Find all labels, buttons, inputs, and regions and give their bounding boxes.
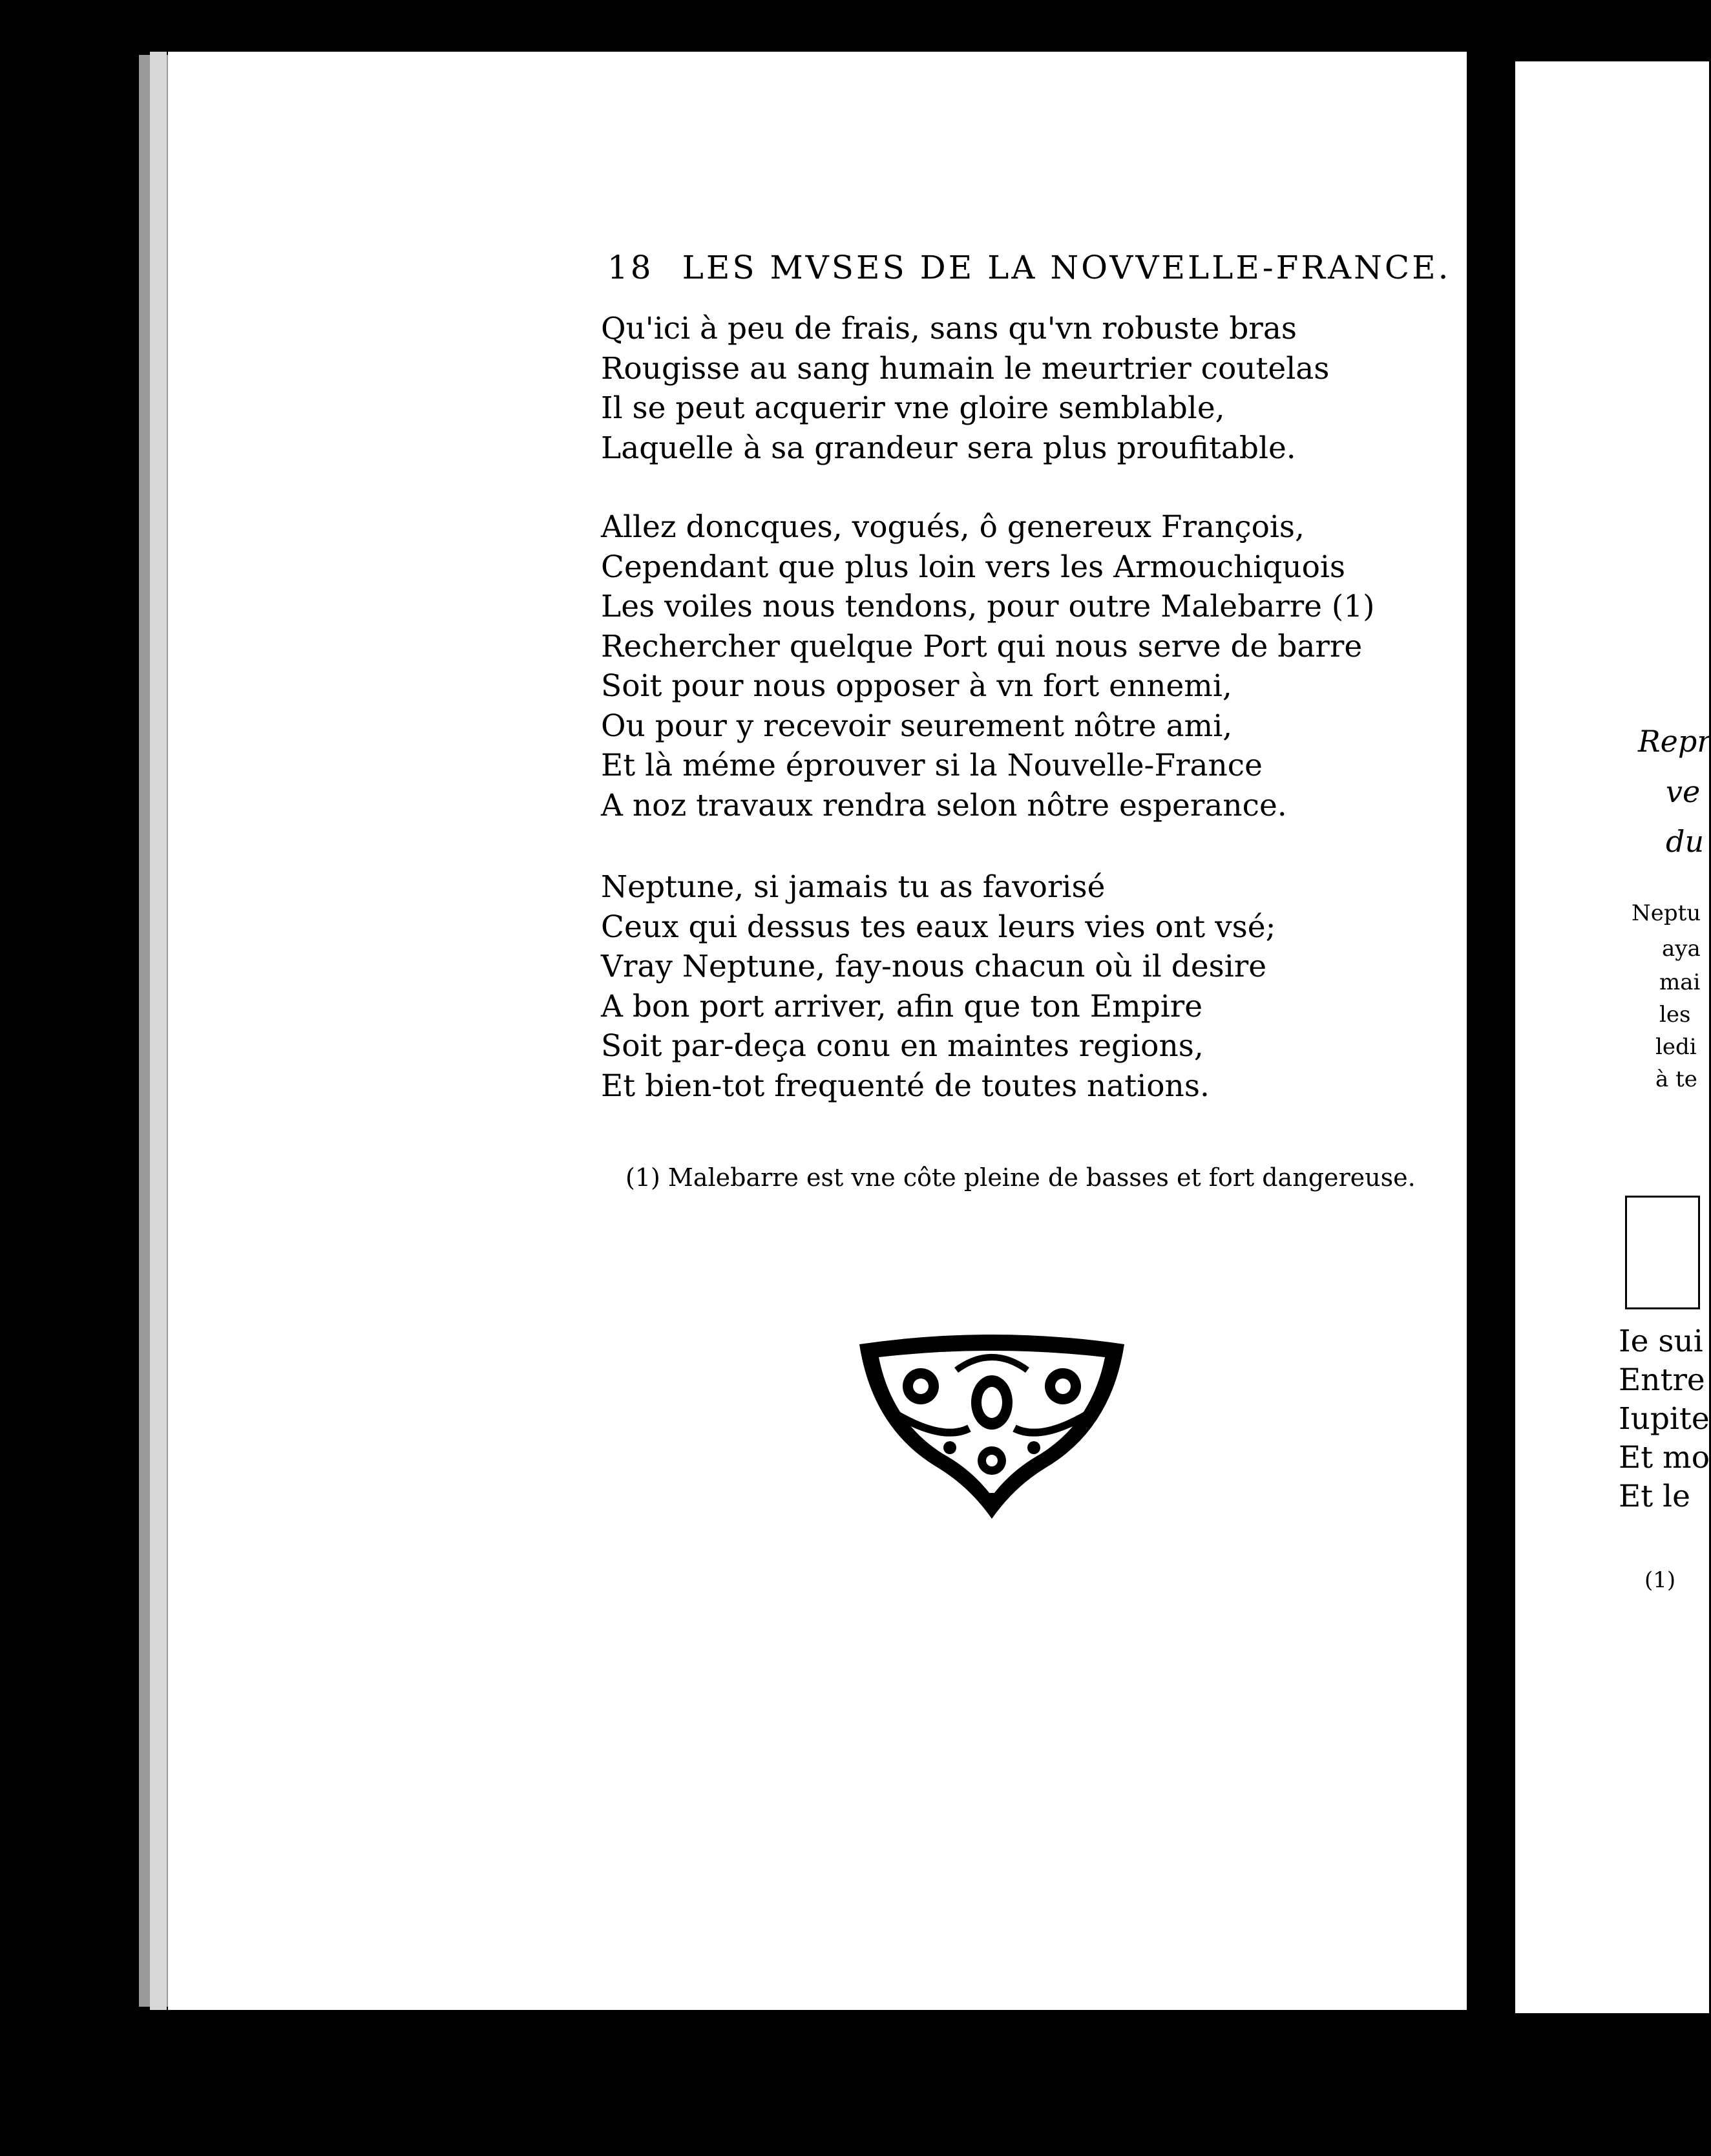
right-footnote: (1) [1644,1567,1676,1593]
stanza-1 [601,309,1329,468]
verse-line: Laquelle à sa grandeur sera plus proufitable. [601,430,1296,466]
verse-line: Qu'ici à peu de frais, sans qu'vn robuste bras [601,311,1297,346]
right-body-line: Et le [1619,1479,1690,1514]
verse-line: Et là méme éprouver si la Nouvelle-France [601,748,1263,783]
right-small-line: mai [1659,969,1701,995]
verse-line: Ou pour y recevoir seurement nôtre ami, [601,708,1233,744]
right-body-line: Ie sui [1619,1324,1703,1359]
verse-line: Et bien-tot frequenté de toutes nations. [601,1068,1210,1104]
right-small-line: ledi [1655,1034,1697,1060]
running-head [607,249,1451,286]
verse-line: Neptune, si jamais tu as favorisé [601,869,1106,905]
verse-line: Soit pour nous opposer à vn fort ennemi, [601,668,1232,704]
verse-line: A noz travaux rendra selon nôtre esperance. [601,787,1287,823]
right-body-line: Entre [1619,1362,1705,1398]
right-small-line: aya [1662,936,1701,962]
right-body-line: Et mo [1619,1440,1710,1475]
footnote: (1) Malebarre est vne côte pleine de basses et fort dangereuse. [625,1163,1416,1192]
verse-line: A bon port arriver, afin que ton Empire [601,988,1203,1024]
verse-line: Rougisse au sang humain le meurtrier coutelas [601,350,1330,386]
drop-cap-ornament [1625,1196,1700,1309]
verse-line: Vray Neptune, fay-nous chacun où il desire [601,949,1267,984]
verse-line: Soit par-deça conu en maintes regions, [601,1028,1204,1064]
verse-line: Il se peut acquerir vne gloire semblable, [601,390,1225,426]
right-heading-line: Repr [1638,724,1711,759]
verse-line: Les voiles nous tendons, pour outre Malebarre (1) [601,589,1375,624]
right-small-line: les [1659,1002,1691,1028]
right-heading-line: ve [1666,774,1701,809]
page-number: 18 [607,249,654,286]
verse-line: Allez doncques, vogués, ô genereux François, [601,509,1305,545]
page-edge [150,52,167,2010]
stanza-2 [601,507,1375,825]
right-heading-line: du [1666,824,1705,859]
verse-line: Cependant que plus loin vers les Armouchiquois [601,549,1346,585]
right-body-line: Iupite [1619,1401,1710,1437]
right-small-line: à te [1655,1066,1697,1092]
ornament-vignette [853,1331,1131,1525]
verse-line: Ceux qui dessus tes eaux leurs vies ont vsé; [601,909,1276,945]
running-title: LES MVSES DE LA NOVVELLE-FRANCE. [682,249,1451,286]
right-small-line: Neptu [1632,900,1701,926]
stanza-3 [601,867,1275,1106]
verse-line: Rechercher quelque Port qui nous serve de barre [601,628,1363,664]
